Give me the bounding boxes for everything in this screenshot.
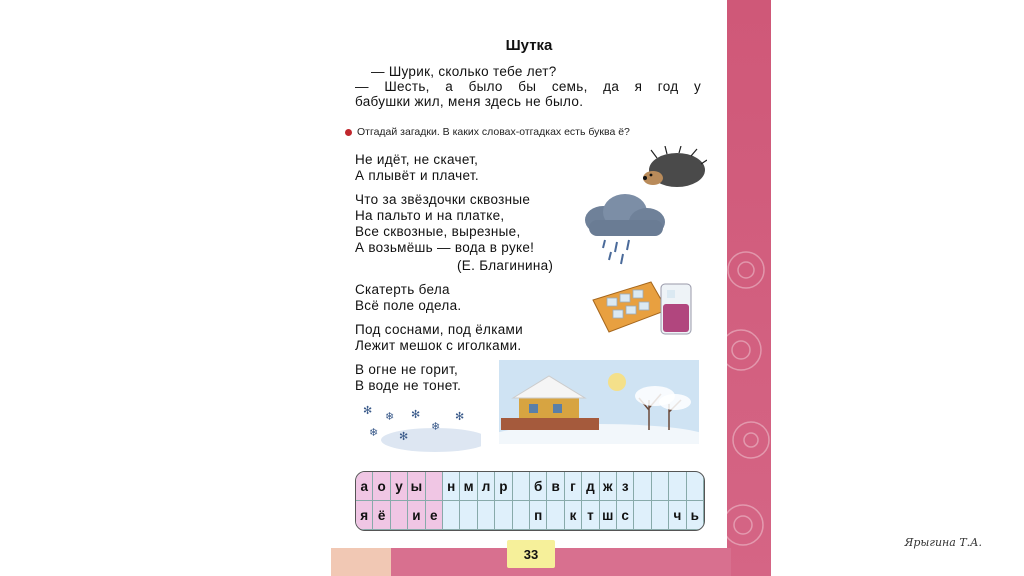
textbook-page-photo [331,0,771,576]
letter-cell: е [426,501,443,530]
letter-cell: у [391,472,408,501]
bullet-icon [345,129,352,136]
letter-cell [634,472,651,501]
riddle-line: А плывёт и плачет. [355,168,479,183]
letter-grid [355,471,705,531]
letter-cell: а [356,472,373,501]
riddle-line: Всё поле одела. [355,298,462,313]
riddle-line: На пальто и на платке, [355,208,505,223]
hedgehog-illustration [637,146,707,190]
letter-cell: к [565,501,582,530]
letter-cell: м [460,472,477,501]
letter-cell: т [582,501,599,530]
joke-line: — Шурик, сколько тебе лет? [371,64,557,79]
page-title: Шутка [505,37,553,54]
letter-cell: ы [408,472,425,501]
snowflakes-illustration [355,400,481,452]
letter-cell: б [530,472,547,501]
letter-cell [495,501,512,530]
letter-cell: р [495,472,512,501]
letter-cell [478,501,495,530]
riddle-line: Все сквозные, вырезные, [355,224,521,239]
letter-cell: ь [687,501,704,530]
joke-line: — Шесть, а было бы семь, да я год у [355,79,701,94]
letter-cell: н [443,472,460,501]
letter-cell [513,472,530,501]
author-credit: Ярыгина Т.А. [904,536,982,549]
letter-cell: д [582,472,599,501]
letter-cell: з [617,472,634,501]
joke-line: бабушки жил, меня здесь не было. [355,94,584,109]
page [331,0,727,562]
svg-text:❄: ❄ [385,410,395,423]
letter-cell: с [617,501,634,530]
svg-text:✻: ✻ [455,410,465,423]
svg-text:✻: ✻ [363,404,373,417]
svg-text:✻: ✻ [411,408,421,421]
letter-cell: ч [669,501,686,530]
letter-cell: о [373,472,390,501]
ice-tray-glass-illustration [587,270,697,340]
letter-cell [547,501,564,530]
letter-cell: и [408,501,425,530]
rain-cloud-illustration [581,190,667,266]
task-text: Отгадай загадки. В каких словах-отгадках есть буква ё? [357,126,630,138]
riddle-line: Скатерть бела [355,282,450,297]
svg-text:❄: ❄ [431,420,441,433]
letter-cell [460,501,477,530]
letter-cell [513,501,530,530]
letter-cell: ж [600,472,617,501]
riddle-line: В огне не горит, [355,362,459,377]
letter-cell [443,501,460,530]
letter-cell: в [547,472,564,501]
pink-cover-bottom [391,548,731,576]
winter-landscape-illustration [499,360,699,444]
letter-cell: ё [373,501,390,530]
letter-cell [652,501,669,530]
riddle-line: В воде не тонет. [355,378,462,393]
svg-text:❄: ❄ [369,426,379,439]
letter-cell [391,501,408,530]
letter-cell: я [356,501,373,530]
riddle-line: А возьмёшь — вода в руке! [355,240,535,255]
riddle-line: Что за звёздочки сквозные [355,192,531,207]
riddle-author: (Е. Благинина) [457,258,554,273]
page-number: 33 [507,540,555,568]
letter-cell: п [530,501,547,530]
letter-cell: л [478,472,495,501]
task-instruction [345,126,630,138]
letter-cell [652,472,669,501]
letter-cell [634,501,651,530]
letter-cell: г [565,472,582,501]
riddle-line: Под соснами, под ёлками [355,322,523,337]
riddle-line: Лежит мешок с иголками. [355,338,522,353]
svg-text:✻: ✻ [399,430,409,443]
letter-cell [669,472,686,501]
letter-cell [426,472,443,501]
letter-cell [687,472,704,501]
letter-cell: ш [600,501,617,530]
riddle-line: Не идёт, не скачет, [355,152,479,167]
